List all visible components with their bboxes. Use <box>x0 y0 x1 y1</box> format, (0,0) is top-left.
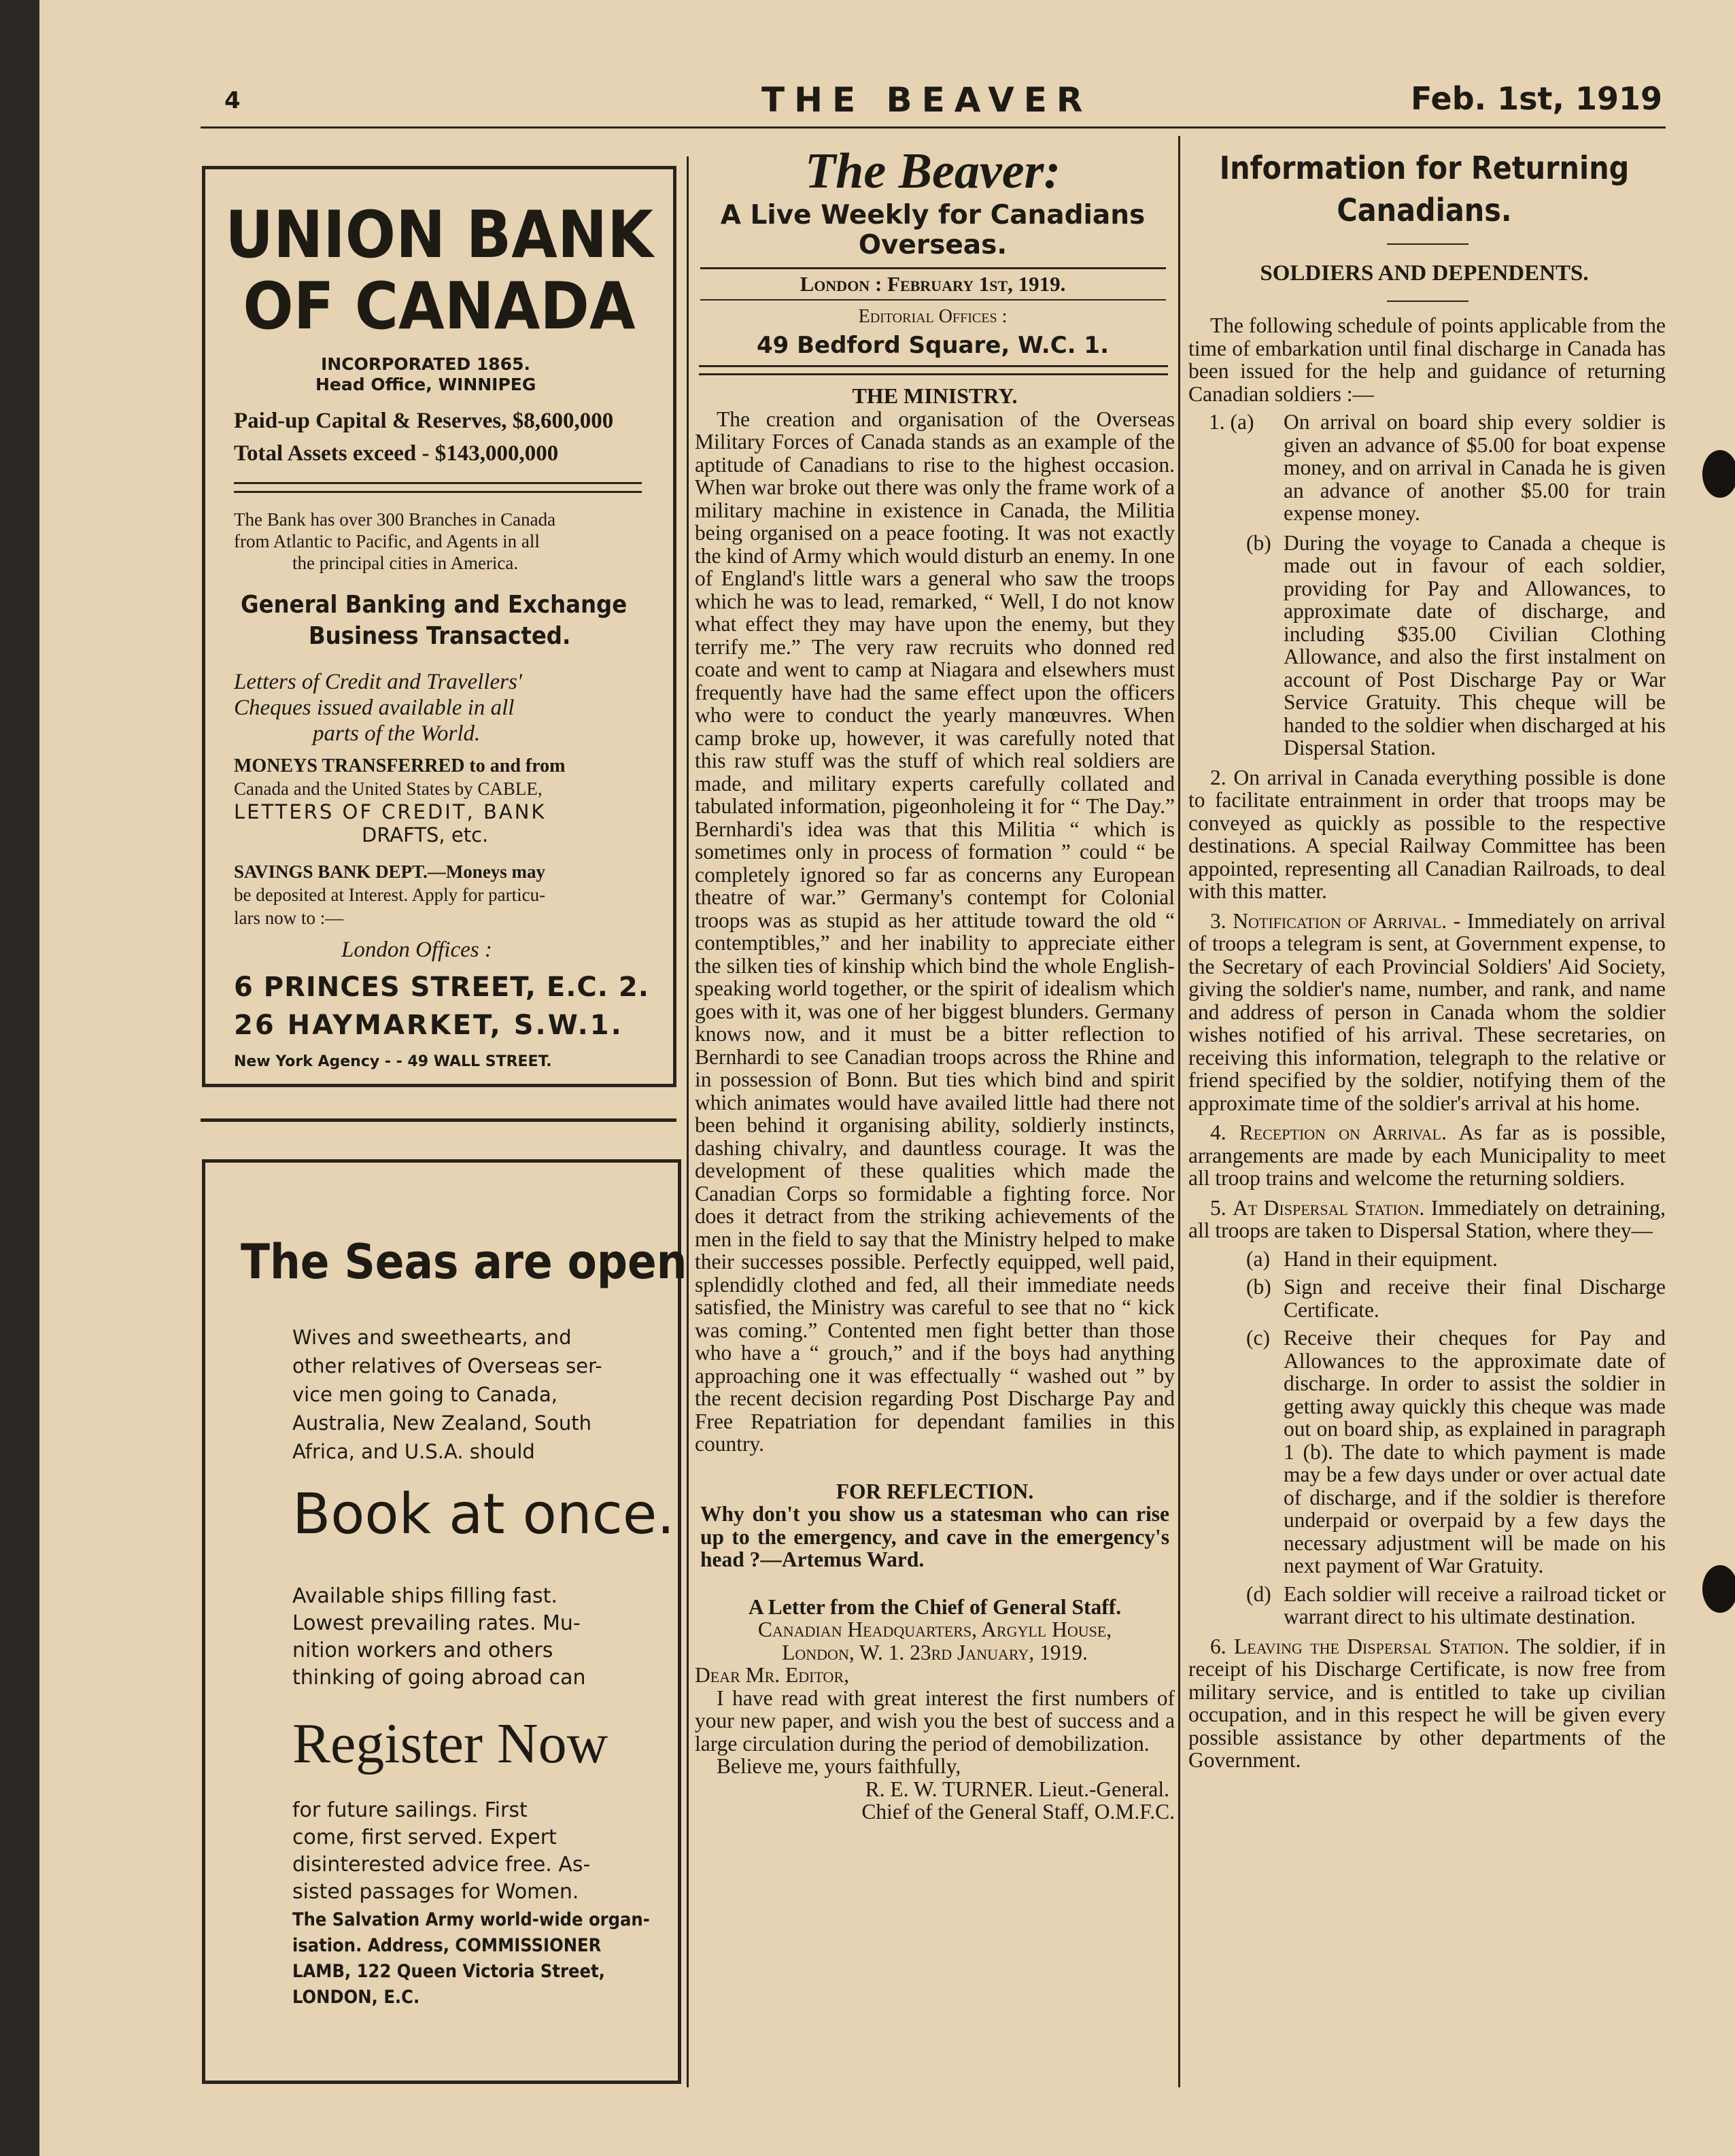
available-text: Available ships filling fast. <box>292 1584 557 1608</box>
editorial-offices-label: Editorial Offices : <box>858 306 1008 327</box>
total-assets: Total Assets exceed - $143,000,000 <box>234 441 559 466</box>
letter-address: London, W. 1. 23rd January, 1919. <box>782 1640 1088 1664</box>
letter-salutation: Dear Mr. Editor, <box>695 1663 849 1687</box>
masthead-dateline: London : February 1st, 1919. <box>800 272 1066 296</box>
head-office: Head Office, WINNIPEG <box>315 375 536 394</box>
heading-rule <box>1387 301 1468 302</box>
salvation-army-address: isation. Address, COMMISSIONER <box>292 1935 602 1956</box>
branches-line: from Atlantic to Pacific, and Agents in all <box>234 531 540 551</box>
para-title: Notification of Arrival. <box>1233 908 1447 933</box>
info-item-5a <box>1188 1248 1666 1271</box>
right-column-info <box>1188 314 1666 1772</box>
masthead-name: The Beaver: <box>804 143 1061 199</box>
moneys-transferred: DRAFTS, etc. <box>362 823 489 846</box>
masthead-tagline: Overseas. <box>858 230 1008 260</box>
moneys-transferred: Canada and the United States by CABLE, <box>234 778 543 799</box>
ministry-heading: THE MINISTRY. <box>852 383 1018 408</box>
para-body: - Immediately on arrival of troops a telegram is sent, at Government expense, to the Secretary of each Provincial Soldiers' Aid Society, giving the soldier's name, number, and rank, and name and address of person in Canada whom the soldier wishes notified of his arrival. These secretaries, on receiving this information, telegraph to the relative or friend specified by the soldier, notifying them of the approximate time of the soldier's arrival at his home. <box>1188 908 1666 1115</box>
wives-text: vice men going to Canada, <box>292 1383 558 1406</box>
letters-of-credit: Cheques issued available in all <box>234 696 515 720</box>
masthead-rule <box>700 267 1166 269</box>
masthead-double-rule <box>699 365 1168 375</box>
para-number: 5. <box>1210 1195 1226 1220</box>
new-york-agency: New York Agency - - 49 WALL STREET. <box>234 1053 552 1070</box>
info-para-6 <box>1188 1635 1666 1772</box>
para-title: Reception on Arrival. <box>1239 1120 1447 1144</box>
info-subheading: SOLDIERS AND DEPENDENTS. <box>1260 261 1589 286</box>
item-label: (c) <box>1246 1326 1270 1350</box>
binding-hole <box>1702 450 1735 498</box>
info-para-3 <box>1188 910 1666 1115</box>
header-rule <box>201 126 1666 129</box>
column-divider <box>687 156 689 2087</box>
london-offices-label: London Offices : <box>341 938 492 962</box>
para-number: 3. <box>1210 908 1226 933</box>
letter-heading: A Letter from the Chief of General Staff. <box>748 1594 1122 1619</box>
letter-body: I have read with great interest the first numbers of your new paper, and wish you the best of success and a large circulation during the period of demobilization. <box>695 1686 1175 1756</box>
item-label: 1. (a) <box>1209 410 1254 434</box>
wives-text: other relatives of Overseas ser- <box>292 1354 602 1378</box>
available-text: nition workers and others <box>292 1639 553 1662</box>
item-text: Receive their cheques for Pay and Allowances to the approximate date of discharge. In order to assist the soldier in getting away quickly this cheque was made out on board ship, as explained in paragraph 1 (b). The date to which payment is made may be a few days under or over actual date of discharge, and if the soldier is therefore underpaid or overpaid by a few days the necessary adjustment will be made on his next payment of War Gratuity. <box>1284 1326 1666 1577</box>
info-item-1a <box>1188 411 1666 525</box>
info-para-2: 2. On arrival in Canada everything possible is done to facilitate entrainment in order that troops may be conveyed as quickly as possible to the respective destinations. A special Railway Committee has been appointed, representing all Canadian Railroads, to deal with this matter. <box>1188 765 1666 903</box>
double-rule <box>234 482 642 493</box>
ministry-body: The creation and organisation of the Overseas Military Forces of Canada stands as an example of the aptitude of Canadians to rise to the highest occasion. When war broke out there was only the frame work of a military machine in existence in Canada, the Militia being organised on a peace footing. It was not exactly the kind of Army which would disturb an enemy. In one of England's little wars a general who saw the troops which he was to lead, remarked, “ Well, I do not know what effect they may have upon the enemy, but they terrify me.” The very raw recruits who donned red coate and went to camp at Niagara and elsewhers must frequently have had the same effect upon the officers who were to conduct the yearly manœuvres. When camp broke up, however, it was carefully noted that this raw stuff was the stuff of which real soldiers are made, and military experts carefully collated and tabulated information, pigeonholeing it for “ The Day.” Bernhardi's idea was that this Militia “ which is sometimes only in process of formation ” could “ be completely ignored so far as concerns any European theatre of war.” Germany's contempt for Colonial troops was as stupid as her attitude toward the old “ contemptibles,” and her inability to appreciate either the silken ties of kinship which bind the whole English-speaking world together, or the spirit of idealism which goes with it, was one of her biggest blunders. Germany knows now, and it must be a bitter reflection to Bernhardi to see Canadian troops across the Rhine and in possession of Bonn. But ties which bind and spirit which animates would have availed little had there not been behind it organising ability, soldierly instincts, dashing chivalry, and dauntless courage. It was the development of these qualities which made the Canadian Corps so formidable a fighting force. Nor does it detract from the striking achievements of the men in the field to say that the Ministry helped to make their successes possible. Perfectly equipped, well paid, splendidly clothed and fed, all their immediate needs satisfied, the Ministry was careful to see that no “ kick was coming.” Contented men fight better than those who have a “ grouch,” and if the boys had anything approaching one it was effectually “ washed out ” by the recent decision regarding Post Discharge Pay and Free Repatriation for dependant families in this country. <box>695 407 1175 1456</box>
sailings-text: for future sailings. First <box>292 1798 528 1822</box>
reflection-body: Why don't you show us a statesman who can rise up to the emergency, and cave in the emergency's head ?—Artemus Ward. <box>700 1502 1169 1571</box>
salvation-army-address: LAMB, 122 Queen Victoria Street, <box>292 1961 605 1982</box>
para-body: As far as is possible, arrangements are made by each Municipality to meet all troop trains and welcome the returning soldiers. <box>1188 1120 1666 1190</box>
branches-line: the principal cities in America. <box>292 553 519 573</box>
savings-bank: SAVINGS BANK DEPT.—Moneys may <box>234 861 546 882</box>
masthead-tagline: A Live Weekly for Canadians <box>720 200 1146 230</box>
binding-hole <box>1702 1565 1735 1613</box>
seas-headline: The Seas are open <box>241 1234 687 1290</box>
wives-text: Wives and sweethearts, and <box>292 1326 572 1349</box>
para-number: 6. <box>1210 1634 1226 1658</box>
available-text: Lowest prevailing rates. Mu- <box>292 1611 581 1635</box>
editorial-offices-address: 49 Bedford Square, W.C. 1. <box>756 332 1110 359</box>
moneys-transferred: LETTERS OF CREDIT, BANK <box>234 800 547 823</box>
savings-bank: lars now to :— <box>234 908 344 928</box>
item-text: During the voyage to Canada a cheque is made out in favour of each soldier, providing for Pay and Allowances, to approximate date of discharge, and including $35.00 Civilian Clothing Allowance, and also the first instalment on account of Post Discharge Pay or War Service Gratuity. This cheque will be handed to the soldier when discharged at his Dispersal Station. <box>1284 530 1666 759</box>
moneys-transferred: MONEYS TRANSFERRED to and from <box>234 755 566 776</box>
letters-of-credit: parts of the World. <box>313 721 481 746</box>
item-label: (b) <box>1246 1275 1271 1299</box>
salvation-army-ad <box>202 1159 687 2084</box>
para-title: Leaving the Dispersal Station. <box>1234 1634 1509 1658</box>
letter-signature: R. E. W. TURNER. Lieut.-General. <box>865 1777 1169 1801</box>
info-item-5d <box>1188 1583 1666 1628</box>
sailings-text: disinterested advice free. As- <box>292 1853 591 1877</box>
item-text: Hand in their equipment. <box>1284 1246 1498 1271</box>
masthead-rule <box>700 299 1166 301</box>
letter-address: Canadian Headquarters, Argyll House, <box>757 1618 1112 1641</box>
reflection-heading: FOR REFLECTION. <box>836 1479 1034 1503</box>
para-title: At Dispersal Station. <box>1233 1195 1425 1220</box>
sailings-text: sisted passages for Women. <box>292 1880 579 1904</box>
general-banking: General Banking and Exchange <box>241 591 628 619</box>
salvation-army-address: The Salvation Army world-wide organ- <box>292 1909 650 1930</box>
item-text: Each soldier will receive a railroad ticket or warrant direct to his ultimate destination. <box>1284 1581 1666 1628</box>
item-label: (b) <box>1246 530 1271 555</box>
letter-closing: Believe me, yours faithfully, <box>717 1754 961 1778</box>
address-line: 6 PRINCES STREET, E.C. 2. <box>234 972 649 1003</box>
branches-line: The Bank has over 300 Branches in Canada <box>234 509 556 530</box>
salvation-army-address: LONDON, E.C. <box>292 1987 420 2008</box>
paid-up-capital: Paid-up Capital & Reserves, $8,600,000 <box>234 409 614 433</box>
info-para-4 <box>1188 1121 1666 1190</box>
bank-name-line2: OF CANADA <box>243 269 636 344</box>
union-bank-ad <box>202 166 676 1087</box>
item-label: (a) <box>1246 1246 1270 1271</box>
general-banking: Business Transacted. <box>309 622 571 650</box>
available-text: thinking of going abroad can <box>292 1666 586 1690</box>
info-para-5 <box>1188 1197 1666 1242</box>
ad-separator <box>201 1118 676 1122</box>
para-body: The soldier, if in receipt of his Discharge Certificate, is now free from military service, and is entitled to take up civilian occupation, and in this respect he will be given every possible assistance by other departments of the Government. <box>1188 1634 1666 1772</box>
scan-dark-edge <box>0 0 39 2156</box>
letter-signature-title: Chief of the General Staff, O.M.F.C. <box>861 1800 1175 1824</box>
heading-rule <box>1387 243 1468 245</box>
newspaper-title: THE BEAVER <box>761 80 1093 120</box>
info-item-5c <box>1188 1327 1666 1577</box>
wives-text: Australia, New Zealand, South <box>292 1411 591 1435</box>
sailings-text: come, first served. Expert <box>292 1826 557 1849</box>
register-now: Register Now <box>292 1712 608 1775</box>
column-divider <box>1178 136 1180 2087</box>
info-heading: Information for Returning <box>1219 150 1630 186</box>
item-label: (d) <box>1246 1581 1271 1606</box>
letters-of-credit: Letters of Credit and Travellers' <box>234 670 522 694</box>
info-item-1b <box>1188 532 1666 759</box>
info-heading: Canadians. <box>1337 192 1512 228</box>
savings-bank: be deposited at Interest. Apply for particu- <box>234 885 546 905</box>
middle-column-articles <box>695 385 1175 1824</box>
bank-name-line1: UNION BANK <box>225 198 653 273</box>
issue-date: Feb. 1st, 1919 <box>1411 80 1663 117</box>
info-intro: The following schedule of points applicable from the time of embarkation until final discharge in Canada has been issued for the help and guidance of returning Canadian soldiers :— <box>1188 313 1666 406</box>
book-at-once: Book at once. <box>292 1482 675 1547</box>
page-number: 4 <box>224 87 241 114</box>
para-number: 4. <box>1210 1120 1226 1144</box>
para-body: Immediately on detraining, all troops are taken to Dispersal Station, where they— <box>1188 1195 1666 1242</box>
incorporated: INCORPORATED 1865. <box>321 354 530 374</box>
info-item-5b <box>1188 1276 1666 1321</box>
wives-text: Africa, and U.S.A. should <box>292 1440 535 1463</box>
address-line: 26 HAYMARKET, S.W.1. <box>234 1010 623 1041</box>
item-text: Sign and receive their final Discharge Certificate. <box>1284 1275 1666 1322</box>
item-text: On arrival on board ship every soldier is given an advance of $5.00 for boat expense money, and on arrival in Canada he is given an advance of another $5.00 for train expense money. <box>1284 410 1666 525</box>
